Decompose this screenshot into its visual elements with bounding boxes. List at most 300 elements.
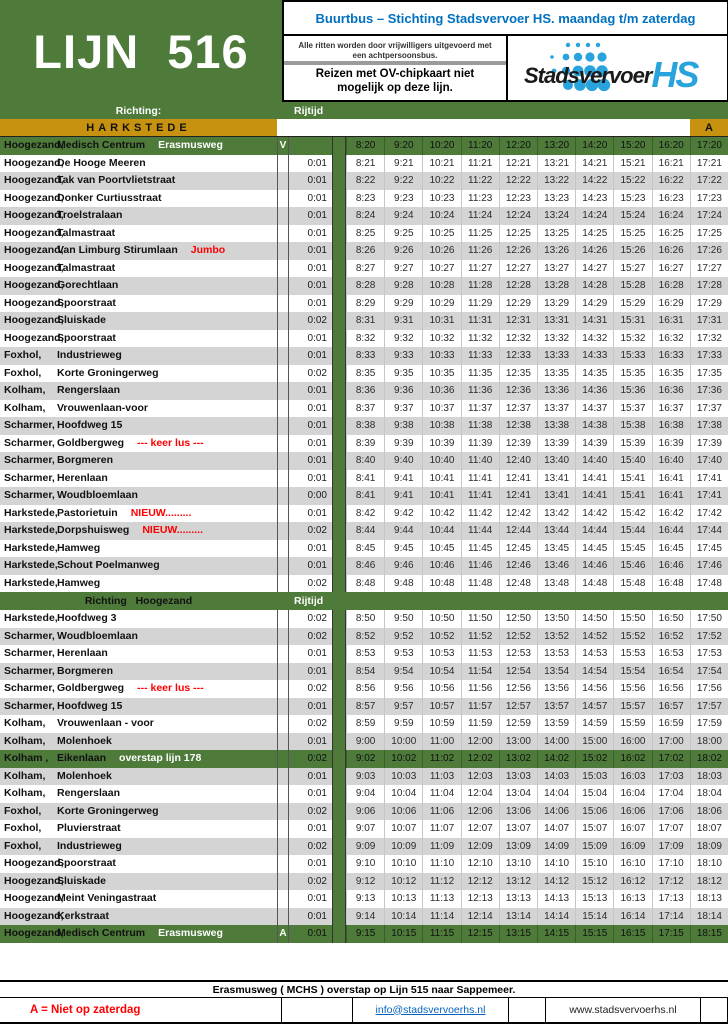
time-cell: 14:14 — [537, 908, 575, 926]
separator-cell — [332, 452, 346, 470]
rijtijd-cell: 0:01 — [307, 455, 327, 466]
time-cell: 16:14 — [613, 908, 651, 926]
time-cell: 9:42 — [384, 505, 422, 523]
time-cell: 9:31 — [384, 312, 422, 330]
time-cell: 10:57 — [422, 698, 460, 716]
flag-cell — [277, 487, 289, 505]
flag-cell — [277, 645, 289, 663]
time-cell: 9:52 — [384, 628, 422, 646]
separator-cell — [332, 873, 346, 891]
stop-name: Borgmeren — [57, 454, 114, 466]
rijtijd-cell: 0:01 — [307, 893, 327, 904]
time-cell: 10:40 — [422, 452, 460, 470]
time-cell: 17:44 — [690, 522, 728, 540]
stop-name: Spoorstraat — [57, 857, 116, 869]
time-cell: 12:48 — [499, 575, 537, 593]
footer-empty-1 — [282, 998, 353, 1022]
time-cell: 17:57 — [690, 698, 728, 716]
time-cell: 14:10 — [537, 855, 575, 873]
time-cell: 11:52 — [461, 628, 499, 646]
saturday-legend: A = Niet op zaterdag — [0, 998, 282, 1022]
time-cell: 9:48 — [384, 575, 422, 593]
stop-name-cell — [0, 715, 277, 733]
time-cell: 15:40 — [613, 452, 651, 470]
time-cell: 17:45 — [690, 540, 728, 558]
time-cell: 11:15 — [422, 925, 460, 943]
time-cell: 16:04 — [613, 785, 651, 803]
stop-name: Pluvierstraat — [57, 822, 121, 834]
time-cell: 17:13 — [652, 890, 690, 908]
time-cell: 15:10 — [575, 855, 613, 873]
stop-name-cell — [0, 820, 277, 838]
rijtijd-cell: 0:01 — [307, 735, 327, 747]
volunteer-note: Alle ritten worden door vrijwilligers uitgevoerd met een achtpersoonsbus. — [298, 41, 492, 61]
flag-cell — [277, 400, 289, 418]
separator-cell — [332, 242, 346, 260]
time-cell: 12:57 — [499, 698, 537, 716]
stop-name-cell — [0, 540, 277, 558]
time-cell: 12:32 — [499, 330, 537, 348]
time-cell: 15:54 — [613, 663, 651, 681]
time-cell: 12:38 — [499, 417, 537, 435]
time-cell: 9:25 — [384, 225, 422, 243]
time-cell: 11:59 — [461, 715, 499, 733]
table-row — [0, 575, 728, 593]
time-cell: 11:45 — [461, 540, 499, 558]
time-cell: 12:44 — [499, 522, 537, 540]
time-cell: 10:46 — [422, 557, 460, 575]
time-cell: 16:26 — [652, 242, 690, 260]
stop-name-cell — [0, 575, 277, 593]
stop-name-cell — [0, 277, 277, 295]
time-cell: 16:33 — [652, 347, 690, 365]
stop-name-cell — [0, 400, 277, 418]
table-row — [0, 365, 728, 383]
table-row — [0, 172, 728, 190]
time-cell: 13:50 — [537, 610, 575, 628]
stop-name: Molenhoek — [57, 734, 112, 747]
time-cell: 15:26 — [613, 242, 651, 260]
time-cell: 15:39 — [613, 435, 651, 453]
time-cell: 8:36 — [346, 382, 384, 400]
separator-cell — [332, 540, 346, 558]
time-cell: 8:48 — [346, 575, 384, 593]
time-cell: 14:53 — [575, 645, 613, 663]
flag-cell — [277, 172, 289, 190]
separator-cell — [332, 890, 346, 908]
time-cell: 15:32 — [613, 330, 651, 348]
stop-city: Hoogezand, — [4, 139, 64, 151]
flag-cell — [277, 575, 289, 593]
time-cell: 17:04 — [652, 785, 690, 803]
time-cell: 16:36 — [652, 382, 690, 400]
time-cell: 14:21 — [575, 155, 613, 173]
flag-cell — [277, 312, 289, 330]
rijtijd-cell: 0:01 — [307, 788, 327, 799]
rijtijd-cell: 0:02 — [307, 367, 327, 379]
time-cell: 10:53 — [422, 645, 460, 663]
table-row — [0, 225, 728, 243]
time-cell: 17:00 — [652, 733, 690, 751]
time-cell: 13:15 — [499, 925, 537, 943]
table-row — [0, 417, 728, 435]
time-cell: 10:21 — [422, 155, 460, 173]
stop-name: Spoorstraat — [57, 296, 116, 309]
stop-city: Hoogezand, — [4, 874, 64, 887]
stop-name: Korte Groningerweg — [57, 366, 159, 379]
stop-city: Harkstede, — [4, 541, 58, 554]
time-cell: 11:53 — [461, 645, 499, 663]
flag-cell — [277, 557, 289, 575]
time-cell: 15:36 — [613, 382, 651, 400]
stop-city: Kolham , — [4, 752, 49, 764]
time-cell: 13:04 — [499, 785, 537, 803]
rijtijd-cell: 0:01 — [307, 420, 327, 431]
time-cell: 17:20 — [690, 137, 728, 155]
time-cell: 15:50 — [613, 610, 651, 628]
separator-cell — [332, 435, 346, 453]
time-cell: 11:25 — [461, 225, 499, 243]
time-cell: 13:35 — [537, 365, 575, 383]
time-cell: 13:29 — [537, 295, 575, 313]
time-cell: 12:35 — [499, 365, 537, 383]
time-cell: 10:32 — [422, 330, 460, 348]
flag-cell — [277, 190, 289, 208]
time-cell: 8:54 — [346, 663, 384, 681]
stop-name: Troelstralaan — [57, 209, 123, 221]
header-notes — [284, 36, 508, 100]
stop-name-cell — [0, 925, 277, 943]
rijtijd-label-2: Rijtijd — [294, 595, 324, 607]
time-cell: 11:06 — [422, 803, 460, 821]
time-cell: 12:24 — [499, 207, 537, 225]
flag-cell — [277, 628, 289, 646]
separator-cell — [332, 855, 346, 873]
separator-cell — [332, 785, 346, 803]
flag-cell — [277, 260, 289, 278]
time-cell: 17:28 — [690, 277, 728, 295]
table-row — [0, 190, 728, 208]
time-cell: 15:59 — [613, 715, 651, 733]
stop-city: Scharmer, — [4, 489, 55, 501]
time-cell: 10:35 — [422, 365, 460, 383]
time-cell: 9:28 — [384, 277, 422, 295]
time-cell: 10:27 — [422, 260, 460, 278]
time-cell: 15:48 — [613, 575, 651, 593]
time-cell: 12:02 — [461, 750, 499, 768]
time-cell: 18:15 — [690, 925, 728, 943]
time-cell: 9:15 — [346, 925, 384, 943]
time-cell: 10:42 — [422, 505, 460, 523]
time-cell: 15:15 — [575, 925, 613, 943]
stop-name: Schout Poelmanweg — [57, 559, 160, 571]
separator-cell — [332, 715, 346, 733]
table-row — [0, 663, 728, 681]
time-cell: 10:50 — [422, 610, 460, 628]
stop-city: Hoogezand, — [4, 279, 64, 291]
time-cell: 11:46 — [461, 557, 499, 575]
time-cell: 11:29 — [461, 295, 499, 313]
time-cell: 9:21 — [384, 155, 422, 173]
time-cell: 10:24 — [422, 207, 460, 225]
table-row — [0, 873, 728, 891]
time-cell: 9:26 — [384, 242, 422, 260]
time-cell: 15:45 — [613, 540, 651, 558]
separator-cell — [332, 277, 346, 295]
time-cell: 13:25 — [537, 225, 575, 243]
flag-cell — [277, 522, 289, 540]
flag-cell — [277, 768, 289, 786]
stop-name-cell — [0, 207, 277, 225]
rijtijd-cell: 0:01 — [307, 858, 327, 869]
time-cell: 14:07 — [537, 820, 575, 838]
time-cell: 11:13 — [422, 890, 460, 908]
time-cell: 14:22 — [575, 172, 613, 190]
time-cell: 9:27 — [384, 260, 422, 278]
table-row — [0, 645, 728, 663]
time-cell: 14:27 — [575, 260, 613, 278]
time-cell: 13:12 — [499, 873, 537, 891]
time-cell: 17:41 — [690, 470, 728, 488]
stop-name: Donker Curtiusstraat — [57, 191, 162, 204]
time-cell: 16:29 — [652, 295, 690, 313]
rijtijd-cell: 0:01 — [307, 262, 327, 274]
stop-name-cell — [0, 190, 277, 208]
stop-name-cell — [0, 312, 277, 330]
stop-name-cell — [0, 750, 277, 768]
separator-cell — [332, 610, 346, 628]
time-cell: 16:44 — [652, 522, 690, 540]
time-cell: 12:09 — [461, 838, 499, 856]
time-cell: 11:36 — [461, 382, 499, 400]
flag-cell — [277, 242, 289, 260]
time-cell: 11:42 — [461, 505, 499, 523]
time-cell: 9:41 — [384, 487, 422, 505]
time-cell: 16:37 — [652, 400, 690, 418]
time-cell: 13:41 — [537, 470, 575, 488]
time-cell: 12:25 — [499, 225, 537, 243]
time-cell: 10:00 — [384, 733, 422, 751]
separator-cell — [332, 505, 346, 523]
time-cell: 12:46 — [499, 557, 537, 575]
time-cell: 13:07 — [499, 820, 537, 838]
time-cell: 13:13 — [499, 890, 537, 908]
stop-name: Medisch Centrum — [57, 927, 146, 939]
time-cell: 15:27 — [613, 260, 651, 278]
stop-name: Herenlaan — [57, 647, 108, 659]
time-cell: 8:56 — [346, 680, 384, 698]
time-cell: 16:41 — [652, 487, 690, 505]
stop-name-cell — [0, 838, 277, 856]
rijtijd-cell: 0:01 — [307, 332, 327, 344]
richting-label-row — [0, 102, 728, 119]
time-cell: 13:56 — [537, 680, 575, 698]
time-cell: 12:21 — [499, 155, 537, 173]
time-cell: 14:00 — [537, 733, 575, 751]
separator-cell — [332, 698, 346, 716]
time-cell: 14:32 — [575, 330, 613, 348]
time-cell: 11:09 — [422, 838, 460, 856]
direction2-name: Richting Hoogezand — [84, 595, 193, 607]
time-cell: 10:52 — [422, 628, 460, 646]
table-row — [0, 207, 728, 225]
time-cell: 16:42 — [652, 505, 690, 523]
time-cell: 10:41 — [422, 487, 460, 505]
time-cell: 11:28 — [461, 277, 499, 295]
time-cell: 12:52 — [499, 628, 537, 646]
time-cell: 17:40 — [690, 452, 728, 470]
time-cell: 12:41 — [499, 487, 537, 505]
flag-cell — [277, 698, 289, 716]
time-cell: 15:07 — [575, 820, 613, 838]
email-link[interactable]: info@stadsvervoerhs.nl — [375, 1003, 486, 1016]
time-cell: 18:14 — [690, 908, 728, 926]
time-cell: 10:22 — [422, 172, 460, 190]
stop-name-cell — [0, 295, 277, 313]
time-cell: 8:41 — [346, 487, 384, 505]
time-cell: 14:54 — [575, 663, 613, 681]
stop-city: Scharmer, — [4, 664, 55, 677]
time-cell: 11:24 — [461, 207, 499, 225]
stop-city: Hoogezand, — [4, 226, 64, 239]
stop-note: NIEUW......... — [130, 506, 192, 519]
transfer-note: Erasmusweg ( MCHS ) overstap op Lijn 515 naar Sappemeer. — [0, 980, 728, 998]
time-cell: 8:25 — [346, 225, 384, 243]
time-cell: 9:41 — [384, 470, 422, 488]
time-cell: 10:10 — [384, 855, 422, 873]
stop-city: Hoogezand, — [4, 191, 64, 204]
time-cell: 15:42 — [613, 505, 651, 523]
time-cell: 17:33 — [690, 347, 728, 365]
stop-city: Scharmer, — [4, 471, 55, 484]
time-cell: 10:09 — [384, 838, 422, 856]
time-cell: 12:07 — [461, 820, 499, 838]
time-cell: 16:35 — [652, 365, 690, 383]
flag-cell — [277, 715, 289, 733]
stop-name-cell — [0, 733, 277, 751]
stop-note: --- keer lus --- — [137, 682, 204, 694]
time-cell: 10:13 — [384, 890, 422, 908]
rijtijd-cell: 0:02 — [307, 315, 327, 326]
stop-name: Pastorietuin — [57, 506, 118, 519]
stop-city: Hoogezand, — [4, 892, 64, 904]
stop-city: Foxhol, — [4, 366, 42, 379]
rijtijd-cell: 0:02 — [307, 840, 327, 852]
line-number-title: LIJN 516 — [0, 0, 282, 102]
time-cell: 12:06 — [461, 803, 499, 821]
time-cell: 13:03 — [499, 768, 537, 786]
time-cell: 14:25 — [575, 225, 613, 243]
time-cell: 11:56 — [461, 680, 499, 698]
flag-cell — [277, 540, 289, 558]
stop-city: Hoogezand, — [4, 909, 64, 922]
rijtijd-cell: 0:01 — [307, 192, 327, 204]
time-cell: 12:22 — [499, 172, 537, 190]
time-cell: 16:48 — [652, 575, 690, 593]
time-cell: 16:45 — [652, 540, 690, 558]
rijtijd-cell: 0:02 — [307, 875, 327, 887]
time-cell: 16:50 — [652, 610, 690, 628]
stop-name-cell — [0, 470, 277, 488]
time-cell: 13:57 — [537, 698, 575, 716]
time-cell: 10:02 — [384, 750, 422, 768]
time-cell: 17:31 — [690, 312, 728, 330]
separator-cell — [332, 417, 346, 435]
time-cell: 8:42 — [346, 505, 384, 523]
stop-city: Scharmer, — [4, 454, 55, 466]
rijtijd-cell: 0:01 — [307, 210, 327, 221]
time-cell: 12:53 — [499, 645, 537, 663]
time-cell: 16:57 — [652, 698, 690, 716]
time-cell: 16:02 — [613, 750, 651, 768]
time-cell: 16:21 — [652, 155, 690, 173]
time-cell: 15:25 — [613, 225, 651, 243]
time-cell: 17:21 — [690, 155, 728, 173]
separator-cell — [332, 382, 346, 400]
table-row — [0, 750, 728, 768]
time-cell: 11:02 — [422, 750, 460, 768]
logo-wordmark: StadsvervoerHS — [524, 54, 698, 95]
time-cell: 9:44 — [384, 522, 422, 540]
time-cell: 17:14 — [652, 908, 690, 926]
stop-name: Vrouwenlaan-voor — [57, 401, 149, 414]
rijtijd-cell: 0:01 — [307, 227, 327, 239]
stop-name: Kerkstraat — [57, 909, 109, 922]
time-cell: 9:59 — [384, 715, 422, 733]
time-cell: 14:02 — [537, 750, 575, 768]
time-cell: 9:29 — [384, 295, 422, 313]
rijtijd-cell: 0:01 — [307, 297, 327, 309]
time-cell: 10:48 — [422, 575, 460, 593]
time-cell: 15:38 — [613, 417, 651, 435]
stop-name-cell — [0, 330, 277, 348]
stop-city: Scharmer, — [4, 699, 55, 712]
time-cell: 16:38 — [652, 417, 690, 435]
time-cell: 13:26 — [537, 242, 575, 260]
time-cell: 11:14 — [422, 908, 460, 926]
time-cell: 17:41 — [690, 487, 728, 505]
separator-cell — [332, 260, 346, 278]
flag-cell — [277, 680, 289, 698]
time-cell: 13:10 — [499, 855, 537, 873]
flag-cell — [277, 347, 289, 365]
time-cell: 9:45 — [384, 540, 422, 558]
time-cell: 10:23 — [422, 190, 460, 208]
flag-cell — [277, 750, 289, 768]
time-cell: 17:23 — [690, 190, 728, 208]
time-cell: 8:44 — [346, 522, 384, 540]
time-cell: 14:31 — [575, 312, 613, 330]
time-cell: 16:53 — [652, 645, 690, 663]
time-cell: 14:56 — [575, 680, 613, 698]
time-cell: 10:06 — [384, 803, 422, 821]
time-cell: 11:38 — [461, 417, 499, 435]
time-cell: 10:14 — [384, 908, 422, 926]
time-cell: 8:33 — [346, 347, 384, 365]
stop-name-cell — [0, 610, 277, 628]
time-cell: 18:03 — [690, 768, 728, 786]
time-cell: 12:33 — [499, 347, 537, 365]
rijtijd-cell: 0:02 — [307, 805, 327, 817]
flag-cell — [277, 873, 289, 891]
stop-name: Korte Groningerweg — [57, 804, 159, 817]
stop-name-cell — [0, 172, 277, 190]
stop-city: Hoogezand, — [4, 314, 64, 326]
timetable-section-hoogezand — [0, 610, 728, 943]
separator-cell — [332, 155, 346, 173]
time-cell: 11:26 — [461, 242, 499, 260]
footer-email-cell — [353, 998, 509, 1022]
